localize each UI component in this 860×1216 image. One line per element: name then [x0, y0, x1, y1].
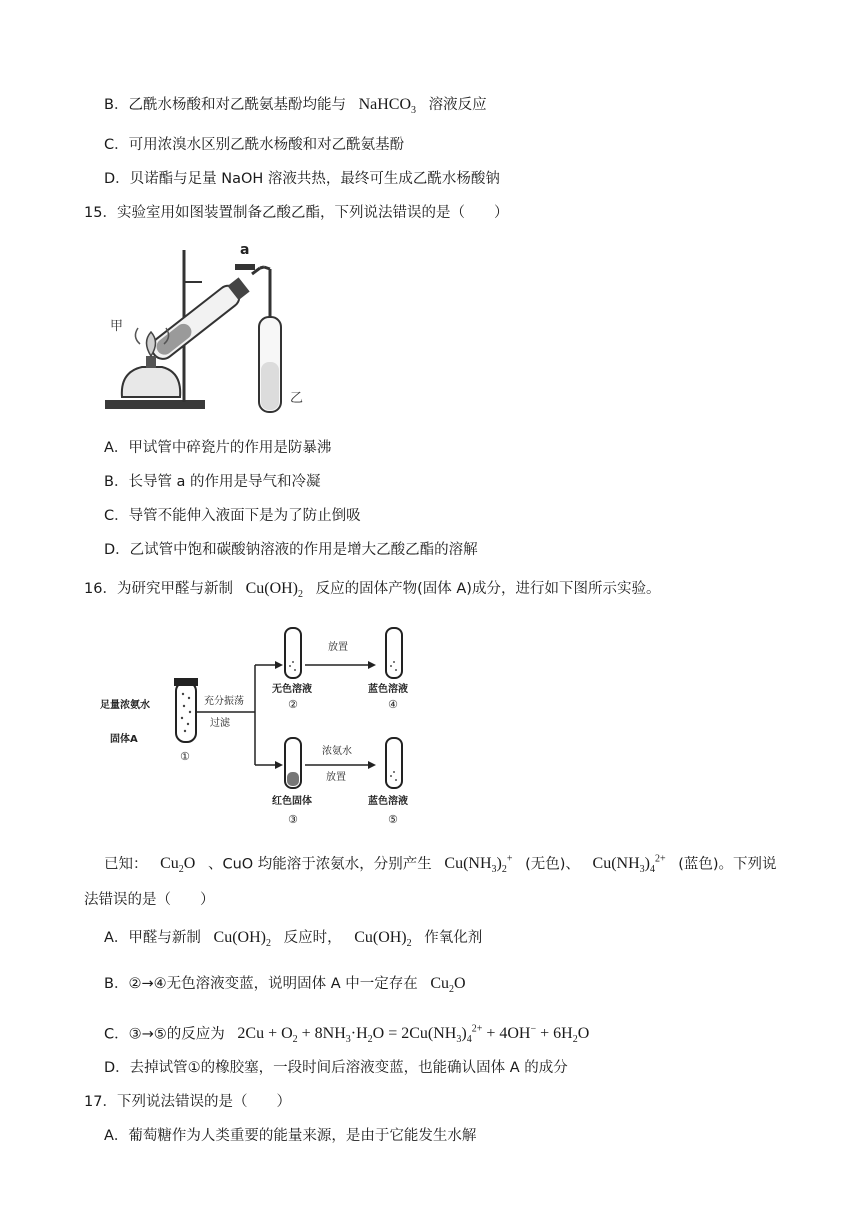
- q16-option-a: [104, 928, 482, 954]
- label-ammonia2: 浓氨水: [322, 746, 352, 757]
- q16-stem-prefix: 16．为研究甲醛与新制: [84, 581, 233, 597]
- q16-known-line1: [104, 850, 777, 881]
- q16-option-a-prefix: A．甲醛与新制: [104, 930, 201, 946]
- cu-nh3-4-formula: $Cu(NH_3)_4^{2+}$: [592, 854, 666, 876]
- cuoh2-formula: $Cu(OH)_2$: [245, 580, 303, 601]
- q16-option-c: [104, 1020, 589, 1051]
- q15-option-a: A．甲试管中碎瓷片的作用是防暴沸: [104, 440, 332, 456]
- tube-5: [386, 738, 402, 788]
- label-shake: 充分振荡: [204, 696, 244, 707]
- label-tube3: ③: [288, 813, 298, 826]
- copper-experiment-figure: [100, 620, 430, 835]
- cuoh2-formula-a2: $Cu(OH)_2$: [354, 929, 412, 950]
- cu2o-formula: $Cu_2O$: [160, 855, 196, 876]
- q14-option-b-suffix: 溶液反应: [428, 97, 487, 113]
- q16-known-line2: 法错误的是（ ）: [84, 892, 215, 908]
- tube-1: [176, 682, 196, 742]
- known-colorless: (无色)、: [525, 856, 580, 873]
- alcohol-lamp: [122, 367, 180, 397]
- cu2o-formula-b: $Cu_2O$: [430, 975, 466, 996]
- q16-option-b-prefix: B．②→④无色溶液变蓝，说明固体 A 中一定存在: [104, 976, 418, 992]
- q14-option-d: D．贝诺酯与足量 NaOH 溶液共热，最终可生成乙酰水杨酸钠: [104, 171, 500, 187]
- q16-option-b: [104, 974, 466, 1000]
- label-solid-a: 固体A: [110, 734, 138, 745]
- label-colorless: 无色溶液: [272, 684, 312, 695]
- known-mid: 、CuO 均能溶于浓氨水，分别产生: [207, 856, 432, 873]
- q16-stem-suffix: 反应的固体产物(固体 A)成分，进行如下图所示实验。: [315, 581, 661, 597]
- label-tube2: ②: [288, 698, 298, 711]
- q17-option-a: A．葡萄糖作为人类重要的能量来源，是由于它能发生水解: [104, 1128, 477, 1144]
- q15-option-d: D．乙试管中饱和碳酸钠溶液的作用是增大乙酸乙酯的溶解: [104, 542, 478, 558]
- q15-option-c: C．导管不能伸入液面下是为了防止倒吸: [104, 508, 361, 524]
- cuoh2-formula-a1: $Cu(OH)_2$: [213, 929, 271, 950]
- q16-stem: [84, 579, 660, 605]
- q16-option-d: D．去掉试管①的橡胶塞，一段时间后溶液变蓝，也能确认固体 A 的成分: [104, 1060, 568, 1076]
- cu-nh3-2-formula: $Cu(NH_3)_2^+$: [444, 854, 513, 876]
- q16-option-a-mid: 反应时，: [283, 930, 342, 946]
- q14-option-c: C．可用浓溴水区别乙酰水杨酸和对乙酰氨基酚: [104, 137, 405, 153]
- label-tube1: ①: [180, 750, 190, 763]
- esterification-apparatus-figure: [102, 232, 332, 417]
- known-blue: (蓝色)。下列说: [678, 856, 777, 873]
- label-ammonia: 足量浓氨水: [100, 700, 150, 711]
- label-a: a: [240, 242, 250, 258]
- label-red-solid: 红色固体: [272, 796, 312, 807]
- label-yi: 乙: [290, 391, 304, 406]
- q15-stem: 15．实验室用如图装置制备乙酸乙酯，下列说法错误的是（ ）: [84, 205, 509, 221]
- label-tube4: ④: [388, 698, 398, 711]
- label-tube5: ⑤: [388, 813, 398, 826]
- label-blue1: 蓝色溶液: [368, 684, 408, 695]
- q15-option-b: B．长导管 a 的作用是导气和冷凝: [104, 474, 321, 490]
- tube-2: [285, 628, 301, 678]
- nahco3-formula: NaHCO$_3$: [358, 96, 416, 117]
- q14-option-b: [104, 95, 487, 121]
- label-filter: 过滤: [210, 718, 230, 729]
- label-stand2: 放置: [326, 772, 346, 783]
- label-jia: 甲: [110, 319, 124, 334]
- q17-stem: 17．下列说法错误的是（ ）: [84, 1094, 291, 1110]
- label-stand1: 放置: [328, 642, 348, 653]
- q16-option-c-prefix: C．③→⑤的反应为: [104, 1026, 225, 1043]
- label-blue2: 蓝色溶液: [368, 796, 408, 807]
- known-prefix: 已知：: [104, 856, 148, 873]
- q16-option-a-suffix: 作氧化剂: [424, 930, 483, 946]
- reaction-equation: $2Cu + O_2 + 8NH_3\cdot H_2O = 2Cu(NH_3)_4^{2+} + 4OH^- + 6H_2O$: [237, 1024, 590, 1046]
- tube-4: [386, 628, 402, 678]
- q14-option-b-text: B．乙酰水杨酸和对乙酰氨基酚均能与: [104, 97, 346, 113]
- stand-base: [105, 400, 205, 409]
